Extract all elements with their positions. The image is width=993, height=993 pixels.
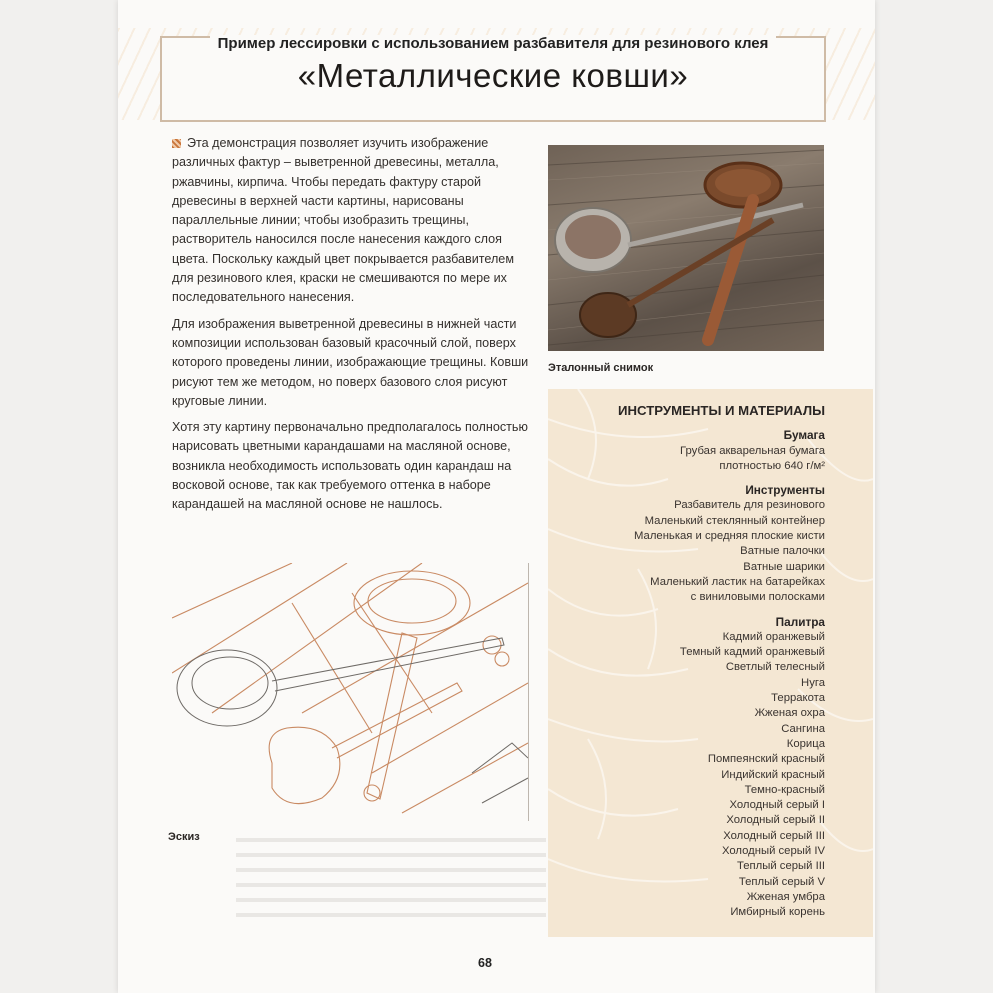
list-item: Имбирный корень bbox=[730, 906, 825, 919]
list-item: Холодный серый I bbox=[729, 799, 825, 812]
instruments-heading: Инструменты bbox=[745, 483, 825, 498]
list-item: Терракота bbox=[771, 692, 825, 705]
list-item: с виниловыми полосками bbox=[690, 591, 825, 604]
list-item: Ватные палочки bbox=[740, 545, 825, 558]
page-subtitle: Пример лессировки с использованием разбавителя для резинового клея bbox=[160, 35, 826, 52]
list-item: Грубая акварельная бумага bbox=[680, 444, 825, 457]
list-item: Маленький ластик на батарейках bbox=[650, 575, 825, 588]
list-item: Темно-красный bbox=[744, 783, 825, 796]
page-number: 68 bbox=[478, 956, 492, 970]
list-item: Корица bbox=[786, 737, 825, 750]
tools-title: ИНСТРУМЕНТЫ И МАТЕРИАЛЫ bbox=[618, 403, 825, 418]
list-item: плотностью 640 г/м² bbox=[719, 459, 825, 472]
body-text bbox=[172, 134, 532, 522]
tools-list bbox=[548, 403, 825, 921]
list-item: Теплый серый V bbox=[738, 875, 825, 888]
paper-heading: Бумага bbox=[783, 428, 825, 443]
list-item: Сангина bbox=[781, 722, 825, 735]
photo-caption: Эталонный снимок bbox=[548, 362, 654, 374]
paragraph: Хотя эту картину первоначально предполагалось полностью нарисовать цветными карандашами на масляной основе, возникла необходимость использовать один карандаш на восковой основе, так как требуемого оттенка в наборе карандашей на масляной основе не нашлось. bbox=[172, 420, 528, 512]
list-item: Светлый телесный bbox=[725, 661, 825, 674]
bullet-icon bbox=[172, 139, 181, 148]
page-title: «Металлические ковши» bbox=[297, 57, 689, 94]
list-item: Кадмий оранжевый bbox=[722, 630, 825, 643]
list-item: Индийский красный bbox=[721, 768, 825, 781]
list-item: Нуга bbox=[801, 676, 825, 689]
list-item: Жженая умбра bbox=[746, 890, 825, 903]
bleed-through bbox=[236, 838, 546, 928]
list-item: Теплый серый III bbox=[736, 860, 825, 873]
list-item: Жженая охра bbox=[754, 707, 825, 720]
sketch-drawing bbox=[172, 563, 529, 821]
list-item: Помпеянский красный bbox=[707, 753, 825, 766]
list-item: Холодный серый II bbox=[726, 814, 825, 827]
palette-heading: Палитра bbox=[775, 614, 825, 629]
reference-photo bbox=[548, 145, 824, 351]
list-item: Холодный серый IV bbox=[721, 845, 825, 858]
tools-panel bbox=[548, 389, 873, 937]
paragraph: Для изображения выветренной древесины в нижней части композиции использован базовый красочный слой, поверх которого проведены линии, изображающие трещины. Ковши рисуют тем же методом, но поверх базового слоя рисуют круговые линии. bbox=[172, 316, 529, 408]
sketch-caption: Эскиз bbox=[168, 831, 200, 843]
list-item: Маленький стеклянный контейнер bbox=[644, 514, 825, 527]
paragraph: Эта демонстрация позволяет изучить изображение различных фактур – выветренной древесины, металла, ржавчины, кирпича. Чтобы передать фактуру старой древесины в верхней части картины, нарисованы параллельные линии; чтобы изобразить трещины, растворитель наносился после нанесения каждого слоя цвета. Поскольку каждый цвет покрывается разбавителем для резинового клея, краски не смешиваются по мере их последовательного нанесения. bbox=[172, 136, 514, 305]
list-item: Маленькая и средняя плоские кисти bbox=[634, 530, 825, 543]
list-item: Ватные шарики bbox=[743, 560, 825, 573]
list-item: Темный кадмий оранжевый bbox=[679, 646, 825, 659]
list-item: Разбавитель для резинового bbox=[674, 499, 825, 512]
list-item: Холодный серый III bbox=[723, 829, 825, 842]
